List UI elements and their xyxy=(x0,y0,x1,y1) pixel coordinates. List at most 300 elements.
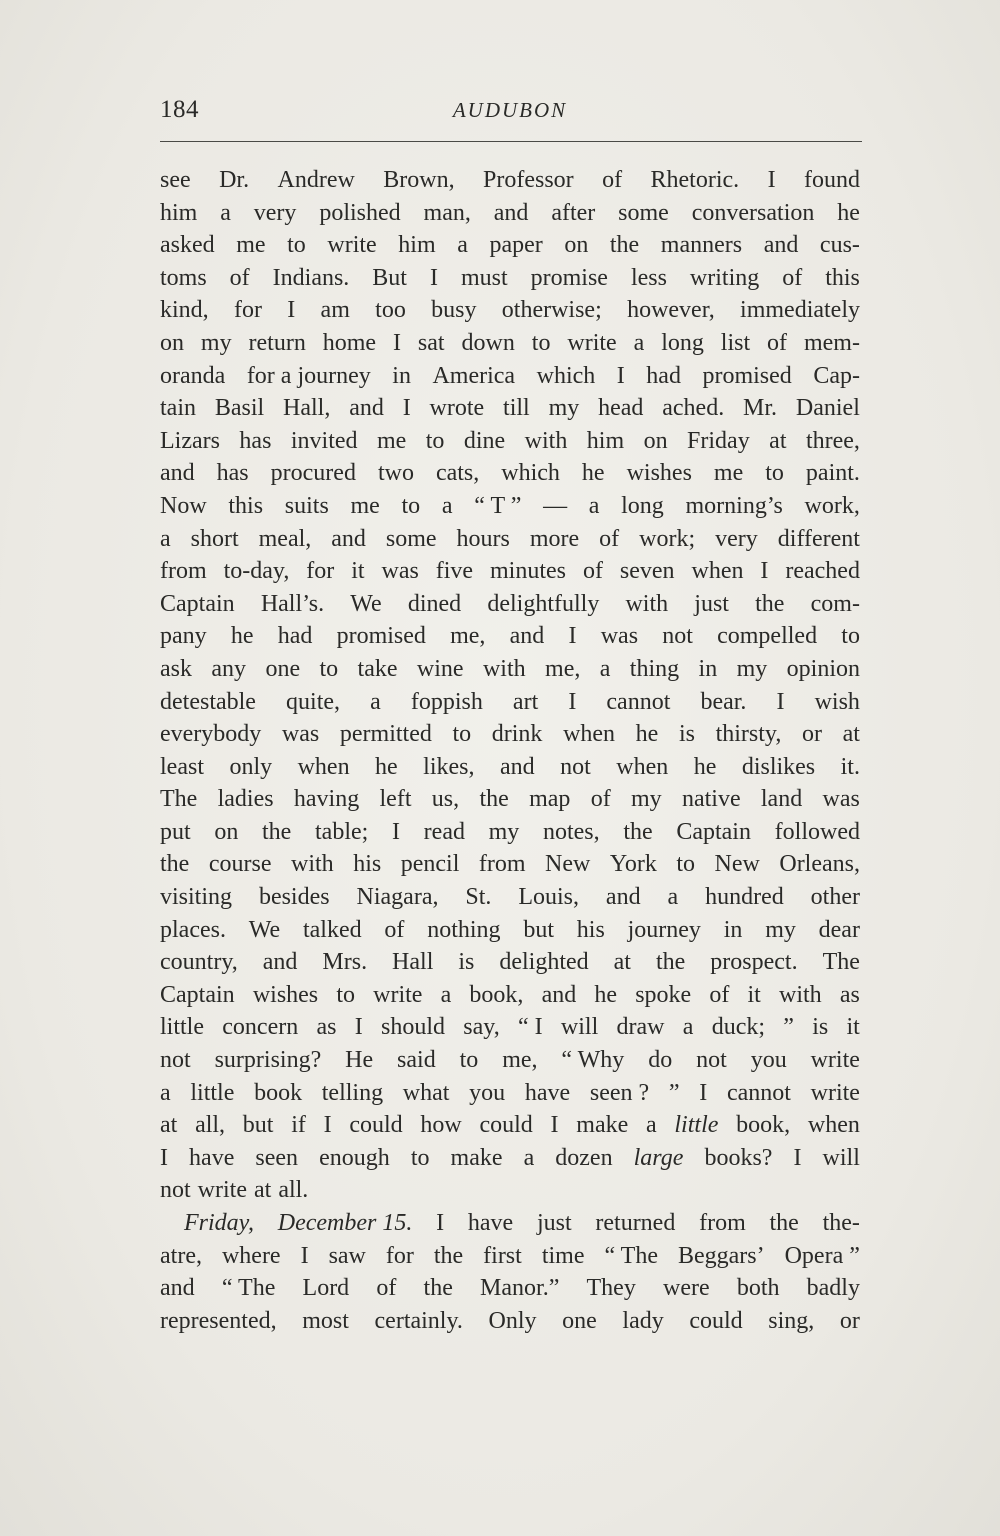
word: and xyxy=(331,525,366,552)
word: said xyxy=(397,1047,436,1074)
word: had xyxy=(646,362,681,389)
word: I xyxy=(793,1144,802,1171)
word: more xyxy=(529,525,580,552)
word: Brown, xyxy=(383,167,455,193)
word: ” xyxy=(668,1079,680,1106)
word: a xyxy=(370,688,381,715)
word: I xyxy=(160,1144,168,1171)
word: however, xyxy=(627,297,715,324)
word: and xyxy=(349,395,384,422)
word: nothing xyxy=(427,916,501,943)
word: dislikes xyxy=(741,753,816,780)
word: They xyxy=(586,1275,636,1302)
word: visiting xyxy=(160,884,233,911)
word: The xyxy=(160,786,198,813)
word: and xyxy=(763,232,799,259)
word: was xyxy=(600,623,639,650)
word: at xyxy=(769,427,787,454)
text-line xyxy=(160,260,860,293)
word: a xyxy=(160,525,171,552)
word: in xyxy=(392,362,411,389)
word: Niagara, xyxy=(356,884,439,911)
text-line xyxy=(160,521,860,554)
word: followed xyxy=(774,818,860,845)
word: cannot xyxy=(606,688,671,715)
word: other xyxy=(810,884,860,911)
word: put xyxy=(160,818,191,845)
word: or xyxy=(802,721,822,748)
text-line xyxy=(160,358,860,391)
word: besides xyxy=(258,884,330,911)
word: for xyxy=(385,1242,414,1269)
word: oranda xyxy=(160,362,226,389)
word: Captain xyxy=(160,590,235,617)
word: I xyxy=(699,1079,708,1106)
text-line xyxy=(160,1042,860,1075)
word: hours xyxy=(456,525,510,552)
word: We xyxy=(248,916,281,943)
word: Opera ” xyxy=(784,1242,860,1269)
word: foppish xyxy=(410,688,483,715)
text-line xyxy=(160,1205,860,1238)
word: five xyxy=(435,558,474,585)
text-line xyxy=(160,390,860,423)
word: could xyxy=(479,1112,533,1139)
word: him xyxy=(586,427,625,454)
word: immediately xyxy=(740,297,860,324)
word: detestable xyxy=(160,688,256,715)
word: the xyxy=(769,1210,799,1236)
word: “ I xyxy=(518,1014,543,1041)
word: could xyxy=(689,1307,743,1334)
word: only xyxy=(229,753,273,780)
word: Mr. xyxy=(743,395,778,422)
word: or xyxy=(839,1307,860,1334)
word: when xyxy=(563,721,616,748)
word: books? xyxy=(704,1144,773,1171)
word: different xyxy=(777,525,860,552)
word: he xyxy=(594,981,618,1008)
word: I xyxy=(393,329,401,356)
word: long xyxy=(621,492,664,519)
word: not xyxy=(696,1047,727,1074)
word: my xyxy=(630,786,662,813)
word: atre, xyxy=(160,1242,202,1269)
word: ladies xyxy=(217,786,274,813)
word: not xyxy=(560,753,591,780)
word: a xyxy=(160,1079,171,1106)
word: of xyxy=(709,981,730,1008)
word: suits xyxy=(284,492,329,519)
word: for a journey xyxy=(246,362,371,389)
word: ask xyxy=(160,655,192,682)
word: telling xyxy=(321,1079,384,1106)
word: on xyxy=(643,427,668,454)
word: time xyxy=(541,1242,585,1269)
word: to xyxy=(287,232,306,259)
word: cats, xyxy=(435,460,480,487)
word: least xyxy=(160,753,204,780)
word: too xyxy=(375,297,406,324)
word: pany xyxy=(160,623,207,650)
word: for xyxy=(306,558,335,585)
word: I xyxy=(402,395,411,422)
text-line xyxy=(160,879,860,912)
text-line xyxy=(160,618,860,651)
word: land xyxy=(760,786,803,813)
word: of xyxy=(767,329,788,356)
word: delighted xyxy=(499,949,589,976)
text-line xyxy=(160,195,860,228)
word: seen xyxy=(255,1144,299,1171)
text-line xyxy=(160,1140,860,1173)
word: say, xyxy=(463,1014,500,1041)
word: I xyxy=(354,1014,363,1041)
word: ached. xyxy=(662,395,725,422)
word: not xyxy=(160,1047,191,1074)
word: I xyxy=(568,688,577,715)
word: prospect. xyxy=(710,949,798,976)
word: this xyxy=(825,264,860,291)
word: my xyxy=(488,818,520,845)
word: a xyxy=(457,232,468,259)
word: journey xyxy=(627,916,701,943)
word: a xyxy=(588,492,600,519)
word: work; xyxy=(639,525,696,552)
word: invited xyxy=(290,427,358,454)
word: Manor.” xyxy=(480,1275,560,1302)
word: one xyxy=(265,655,301,682)
word: where xyxy=(221,1242,281,1269)
word: saw xyxy=(328,1242,366,1269)
word: must xyxy=(460,264,508,291)
word: wishes xyxy=(626,460,692,487)
word: he xyxy=(581,460,605,487)
word: the xyxy=(479,786,509,813)
word: work, xyxy=(804,492,860,519)
word: it xyxy=(846,1014,860,1041)
word: Mrs. xyxy=(322,949,368,976)
word: I xyxy=(767,167,776,193)
word: little xyxy=(190,1079,235,1106)
word: read xyxy=(423,818,465,845)
word: all. xyxy=(278,1177,309,1204)
word: you xyxy=(469,1079,506,1106)
word: of xyxy=(376,1275,397,1302)
word: concern xyxy=(222,1014,299,1041)
text-line xyxy=(160,586,860,619)
word: wishes xyxy=(252,981,319,1008)
text-line xyxy=(160,1172,860,1205)
word: home xyxy=(322,329,377,356)
word: long xyxy=(661,329,704,356)
word: New xyxy=(714,851,760,878)
word: dine xyxy=(463,427,506,454)
word: I xyxy=(568,623,577,650)
word: wrote xyxy=(429,395,485,422)
word: and xyxy=(541,981,577,1008)
word: after xyxy=(551,199,596,226)
word: table; xyxy=(315,818,369,845)
word: thirsty, xyxy=(715,721,782,748)
word: seen ? xyxy=(589,1079,650,1106)
word: is xyxy=(458,949,475,976)
word: when xyxy=(616,753,669,780)
word: two xyxy=(377,460,414,487)
word: cannot xyxy=(726,1079,791,1106)
word: hundred xyxy=(705,884,784,911)
word: We xyxy=(350,590,382,617)
word: till xyxy=(503,395,530,422)
word: polished xyxy=(319,199,401,226)
word: this xyxy=(228,492,264,519)
word: less xyxy=(630,264,667,291)
word: but xyxy=(242,1112,274,1139)
word: conversation xyxy=(691,199,815,226)
word: with xyxy=(291,851,334,878)
word: Professor xyxy=(483,167,574,193)
word: badly xyxy=(806,1275,860,1302)
word: Dr. xyxy=(219,167,250,193)
word: sing, xyxy=(768,1307,815,1334)
word: just xyxy=(694,590,729,617)
text-line xyxy=(160,814,860,847)
word: of xyxy=(590,786,611,813)
word: what xyxy=(402,1079,450,1106)
text-line xyxy=(160,227,860,260)
word: mem- xyxy=(803,329,860,356)
text-line xyxy=(160,325,860,358)
word: delightfully xyxy=(487,590,600,617)
word: talked xyxy=(302,916,362,943)
word: return xyxy=(248,329,306,356)
text-line xyxy=(160,846,860,879)
word: course xyxy=(208,851,272,878)
word: drink xyxy=(491,721,543,748)
word: me xyxy=(713,460,744,487)
word: the xyxy=(655,949,686,976)
word: The xyxy=(822,949,860,976)
word: book, xyxy=(736,1112,791,1139)
word: when xyxy=(297,753,350,780)
word: was xyxy=(822,786,860,813)
word: on xyxy=(160,329,184,356)
word: and xyxy=(160,460,195,487)
word: paper xyxy=(489,232,543,259)
word: book, xyxy=(469,981,524,1008)
word: I xyxy=(287,297,296,324)
word: to xyxy=(336,981,355,1008)
word: manners xyxy=(660,232,743,259)
word: paint. xyxy=(805,460,860,487)
word: country, xyxy=(160,949,238,976)
text-line xyxy=(160,162,860,195)
word: opinion xyxy=(786,655,860,682)
word: toms xyxy=(160,264,207,291)
word: should xyxy=(381,1014,446,1041)
word: promised xyxy=(702,362,792,389)
word: me, xyxy=(450,623,486,650)
word: bear. xyxy=(700,688,747,715)
text-line xyxy=(160,651,860,684)
word: he xyxy=(693,753,717,780)
word: one xyxy=(562,1307,597,1334)
text-line xyxy=(160,455,860,488)
word: to xyxy=(452,721,472,748)
word: art xyxy=(512,688,539,715)
word: for xyxy=(233,297,262,324)
word: could xyxy=(349,1112,403,1139)
word: wish xyxy=(814,688,860,715)
word: sat xyxy=(417,329,445,356)
word: my xyxy=(736,655,768,682)
word: the xyxy=(755,590,785,617)
word: dined xyxy=(407,590,462,617)
word: him xyxy=(398,232,436,259)
word: thing xyxy=(629,655,680,682)
word: us, xyxy=(431,786,460,813)
word: busy xyxy=(431,297,477,324)
word: write xyxy=(373,981,423,1008)
word: was xyxy=(381,558,419,585)
word: from xyxy=(699,1210,746,1236)
word: as xyxy=(316,1014,337,1041)
word: of xyxy=(582,558,603,585)
word: write xyxy=(567,329,617,356)
word: notes, xyxy=(542,818,600,845)
word: with xyxy=(625,590,669,617)
word: the xyxy=(609,232,640,259)
word: do xyxy=(648,1047,673,1074)
word: and xyxy=(160,1275,195,1302)
word: likes, xyxy=(423,753,475,780)
word: — xyxy=(543,492,568,519)
word: the xyxy=(433,1242,464,1269)
word: places. xyxy=(160,916,226,943)
word: meal, xyxy=(258,525,312,552)
word: make xyxy=(450,1144,503,1171)
running-head xyxy=(160,96,860,130)
word: Lord xyxy=(302,1275,350,1302)
word: am xyxy=(320,297,350,324)
word: me, xyxy=(502,1047,538,1074)
text-line xyxy=(160,684,860,717)
word: native xyxy=(681,786,741,813)
word: He xyxy=(345,1047,374,1074)
word: spoke xyxy=(635,981,692,1008)
word: with xyxy=(524,427,568,454)
text-line xyxy=(160,716,860,749)
word: Cap- xyxy=(813,362,860,389)
text-line xyxy=(160,1107,860,1140)
word: were xyxy=(663,1275,710,1302)
word: and xyxy=(605,884,641,911)
word: having xyxy=(293,786,360,813)
word: me xyxy=(236,232,266,259)
word: of xyxy=(782,264,803,291)
word: the xyxy=(423,1275,453,1302)
word: I xyxy=(776,688,785,715)
word: surprising? xyxy=(214,1047,322,1074)
word: both xyxy=(736,1275,780,1302)
text-line xyxy=(160,977,860,1010)
word: have xyxy=(467,1210,514,1236)
word: Friday, xyxy=(184,1210,254,1236)
word: short xyxy=(190,525,239,552)
word: at xyxy=(253,1177,272,1204)
text-line xyxy=(160,1303,860,1336)
word: you xyxy=(750,1047,787,1074)
header-rule xyxy=(160,141,862,142)
word: which xyxy=(536,362,596,389)
word: December 15. xyxy=(277,1210,413,1236)
word: his xyxy=(353,851,382,878)
word: Indians. xyxy=(272,264,350,291)
word: take xyxy=(357,655,398,682)
word: Beggars’ xyxy=(677,1242,765,1269)
word: Basil xyxy=(214,395,265,422)
word: little xyxy=(160,1014,204,1041)
word: a xyxy=(646,1112,657,1139)
word: as xyxy=(839,981,860,1008)
word: but xyxy=(523,916,554,943)
word: at xyxy=(613,949,631,976)
word: with xyxy=(779,981,822,1008)
text-line xyxy=(160,912,860,945)
word: to xyxy=(765,460,784,487)
word: ” xyxy=(783,1014,794,1041)
word: Rhetoric. xyxy=(650,167,740,193)
word: write xyxy=(327,232,377,259)
word: large xyxy=(633,1144,684,1171)
word: he xyxy=(635,721,659,748)
word: which xyxy=(501,460,560,487)
word: seven xyxy=(619,558,675,585)
word: otherwise; xyxy=(501,297,602,324)
text-line xyxy=(160,749,860,782)
word: tain xyxy=(160,395,196,422)
word: on xyxy=(564,232,589,259)
word: the xyxy=(262,818,292,845)
word: write xyxy=(197,1177,247,1204)
word: to-day, xyxy=(223,558,290,585)
word: promised xyxy=(336,623,426,650)
word: his xyxy=(576,916,605,943)
word: first xyxy=(483,1242,522,1269)
word: he xyxy=(837,199,860,226)
word: Louis, xyxy=(518,884,579,911)
word: Hall, xyxy=(283,395,331,422)
text-line xyxy=(160,1009,860,1042)
word: I xyxy=(429,264,438,291)
word: a xyxy=(682,1014,694,1041)
word: I xyxy=(616,362,625,389)
word: a xyxy=(220,199,231,226)
text-line xyxy=(160,423,860,456)
text-line xyxy=(160,488,860,521)
word: dear xyxy=(818,916,860,943)
word: at xyxy=(160,1112,178,1139)
word: very xyxy=(253,199,297,226)
word: me xyxy=(350,492,380,519)
word: a xyxy=(599,655,611,682)
word: wine xyxy=(416,655,464,682)
word: returned xyxy=(595,1210,676,1236)
word: Now xyxy=(160,492,207,519)
word: duck; xyxy=(711,1014,766,1041)
word: when xyxy=(691,558,744,585)
word: make xyxy=(576,1112,629,1139)
